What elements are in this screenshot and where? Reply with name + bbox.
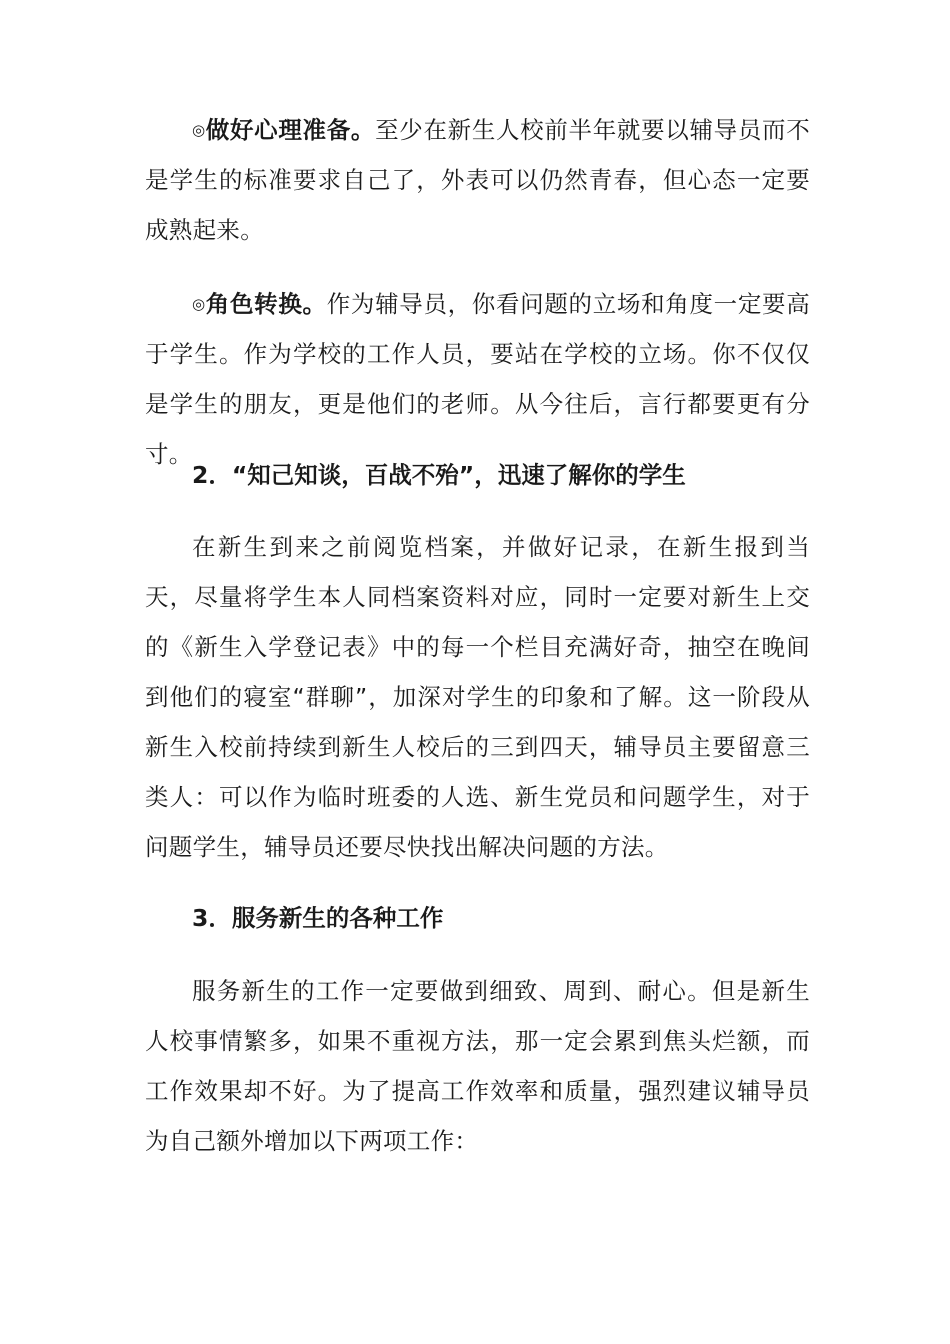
- paragraph-psychological-preparation: [145, 105, 810, 255]
- paragraph-text: 作为辅导员，你看问题的立场和角度一定要高于学生。作为学校的工作人员，要站在学校的立场。你不仅仅是学生的朋友，更是他们的老师。从今往后，言行都要更有分寸。: [145, 290, 811, 468]
- section-heading-service-work: 3．服务新生的各种工作: [192, 904, 444, 932]
- paragraph-text: 服务新生的工作一定要做到细致、周到、耐心。但是新生人校事情繁多，如果不重视方法，那一定会累到焦头烂额，而工作效果却不好。为了提高工作效率和质量，强烈建议辅导员为自己额外增加以下两项工作：: [145, 977, 810, 1155]
- paragraph-role-change: [145, 279, 810, 479]
- paragraph-text: 在新生到来之前阅览档案，并做好记录，在新生报到当天，尽量将学生本人同档案资料对应，同时一定要对新生上交的《新生入学登记表》中的每一个栏目充满好奇，抽空在晚间到他们的寝室“群聊”，加深对学生的印象和了解。这一阶段从新生入校前持续到新生人校后的三到四天，辅导员主要留意三类人：可以作为临时班委的人选、新生党员和问题学生，对于问题学生，辅导员还要尽快找出解决问题的方法。: [145, 533, 810, 861]
- bullet-icon: ◎: [192, 121, 206, 139]
- paragraph-lead: 做好心理准备。: [205, 116, 376, 144]
- paragraph-lead: 角色转换。: [205, 290, 327, 318]
- paragraph-service-work: [145, 966, 810, 1166]
- paragraph-text: 至少在新生人校前半年就要以辅导员而不是学生的标准要求自己了，外表可以仍然青春，但心态一定要成熟起来。: [145, 116, 811, 244]
- section-heading-know-students: 2．“知己知谈，百战不殆”，迅速了解你的学生: [192, 461, 686, 489]
- paragraph-know-students: [145, 522, 810, 872]
- bullet-icon: ◎: [192, 295, 206, 313]
